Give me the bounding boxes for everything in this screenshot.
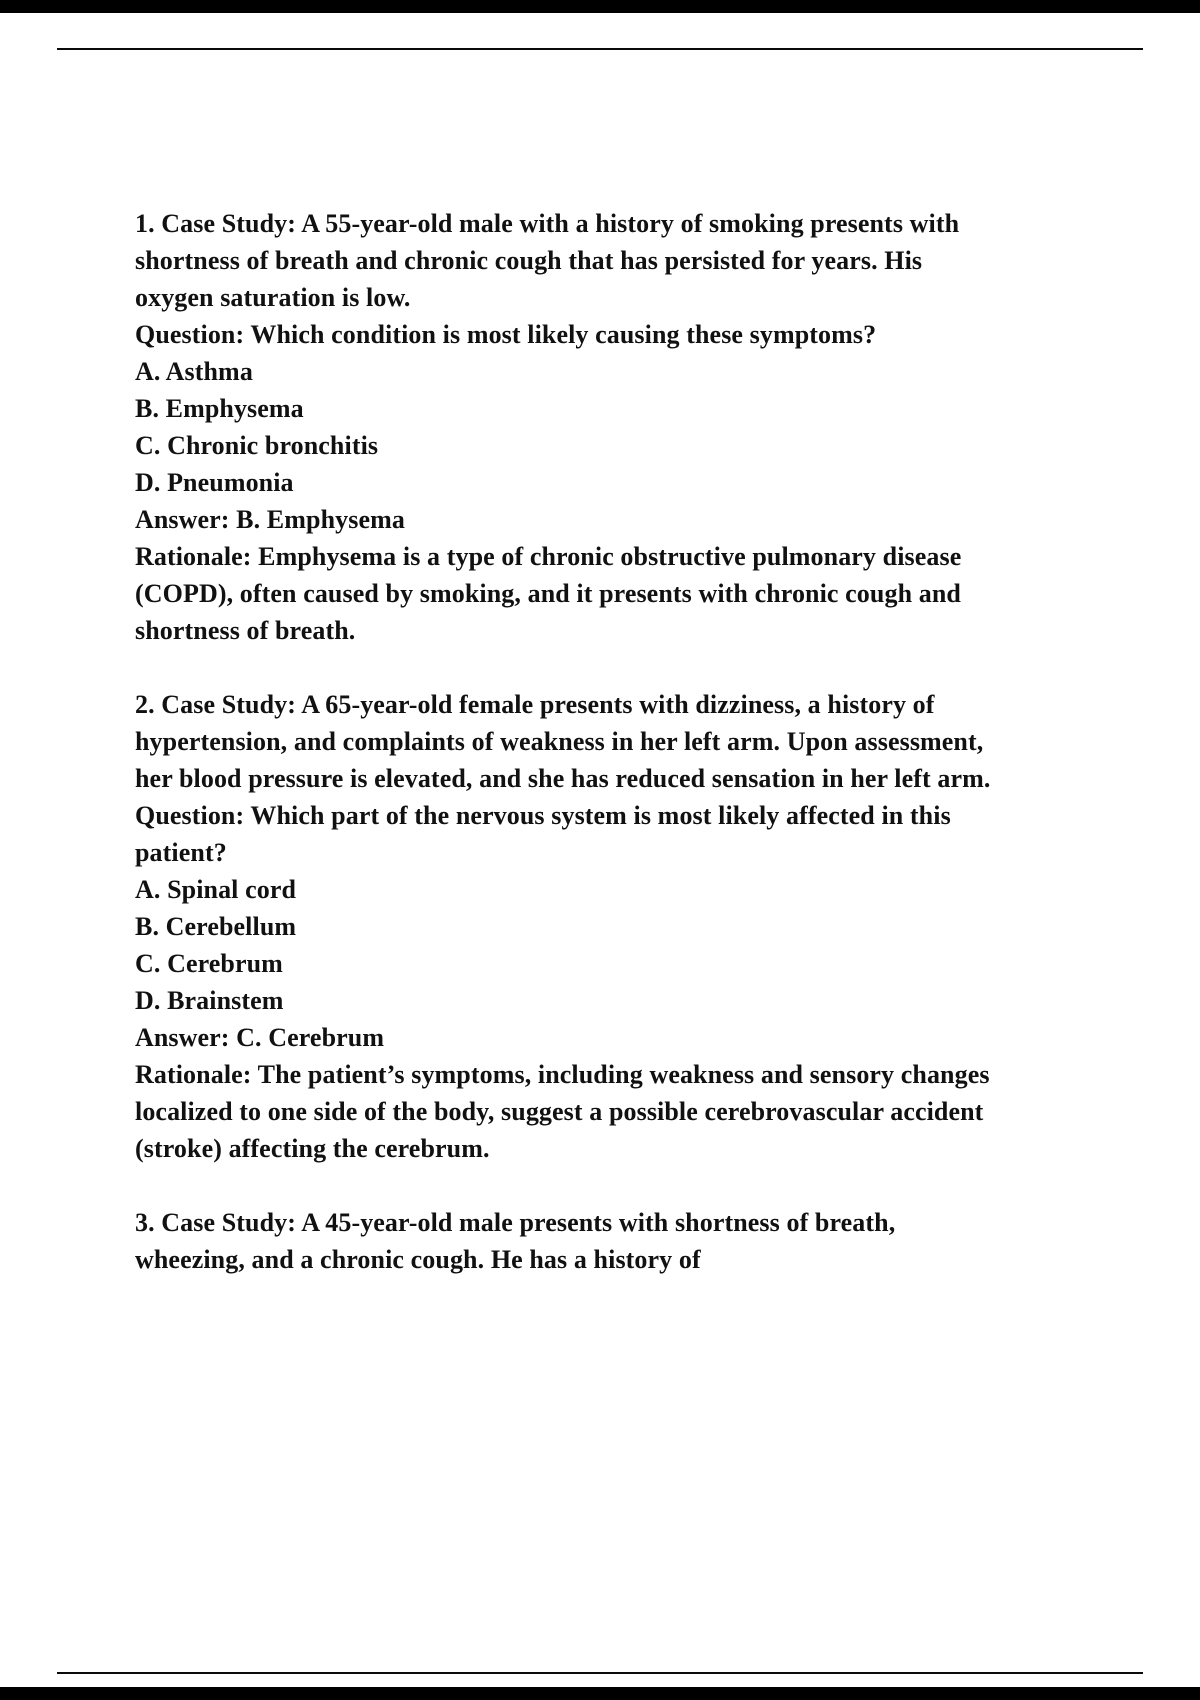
rationale-text: Rationale: Emphysema is a type of chronic obstructive pulmonary disease (COPD), often caused by smoking, and it presents with chronic cough and shortness of breath. [135, 542, 962, 645]
question-block-1 [135, 205, 1007, 649]
option-a: A. Asthma [135, 357, 253, 386]
option-c: C. Chronic bronchitis [135, 431, 379, 460]
case-study-text: 3. Case Study: A 45-year-old male presents with shortness of breath, wheezing, and a chronic cough. He has a history of [135, 1208, 896, 1274]
option-a: A. Spinal cord [135, 875, 297, 904]
option-d: D. Brainstem [135, 986, 284, 1015]
top-border-bar [0, 0, 1200, 13]
answer-text: Answer: C. Cerebrum [135, 1023, 385, 1052]
document-content [135, 205, 1007, 1315]
footer-rule [57, 1672, 1143, 1674]
case-study-text: 1. Case Study: A 55-year-old male with a history of smoking presents with shortness of breath and chronic cough that has persisted for years. His oxygen saturation is low. [135, 209, 960, 312]
bottom-border-bar [0, 1687, 1200, 1700]
option-b: B. Emphysema [135, 394, 304, 423]
answer-text: Answer: B. Emphysema [135, 505, 405, 534]
option-d: D. Pneumonia [135, 468, 294, 497]
question-text: Question: Which condition is most likely causing these symptoms? [135, 320, 877, 349]
question-block-2 [135, 686, 1007, 1167]
option-c: C. Cerebrum [135, 949, 283, 978]
case-study-text: 2. Case Study: A 65-year-old female presents with dizziness, a history of hypertension, and complaints of weakness in her left arm. Upon assessment, her blood pressure is elevated, and she has reduced sensation in her left arm. [135, 690, 991, 793]
rationale-text: Rationale: The patient’s symptoms, including weakness and sensory changes localized to one side of the body, suggest a possible cerebrovascular accident (stroke) affecting the cerebrum. [135, 1060, 990, 1163]
option-b: B. Cerebellum [135, 912, 297, 941]
question-block-3 [135, 1204, 1007, 1278]
question-text: Question: Which part of the nervous system is most likely affected in this patient? [135, 801, 951, 867]
header-rule [57, 48, 1143, 50]
